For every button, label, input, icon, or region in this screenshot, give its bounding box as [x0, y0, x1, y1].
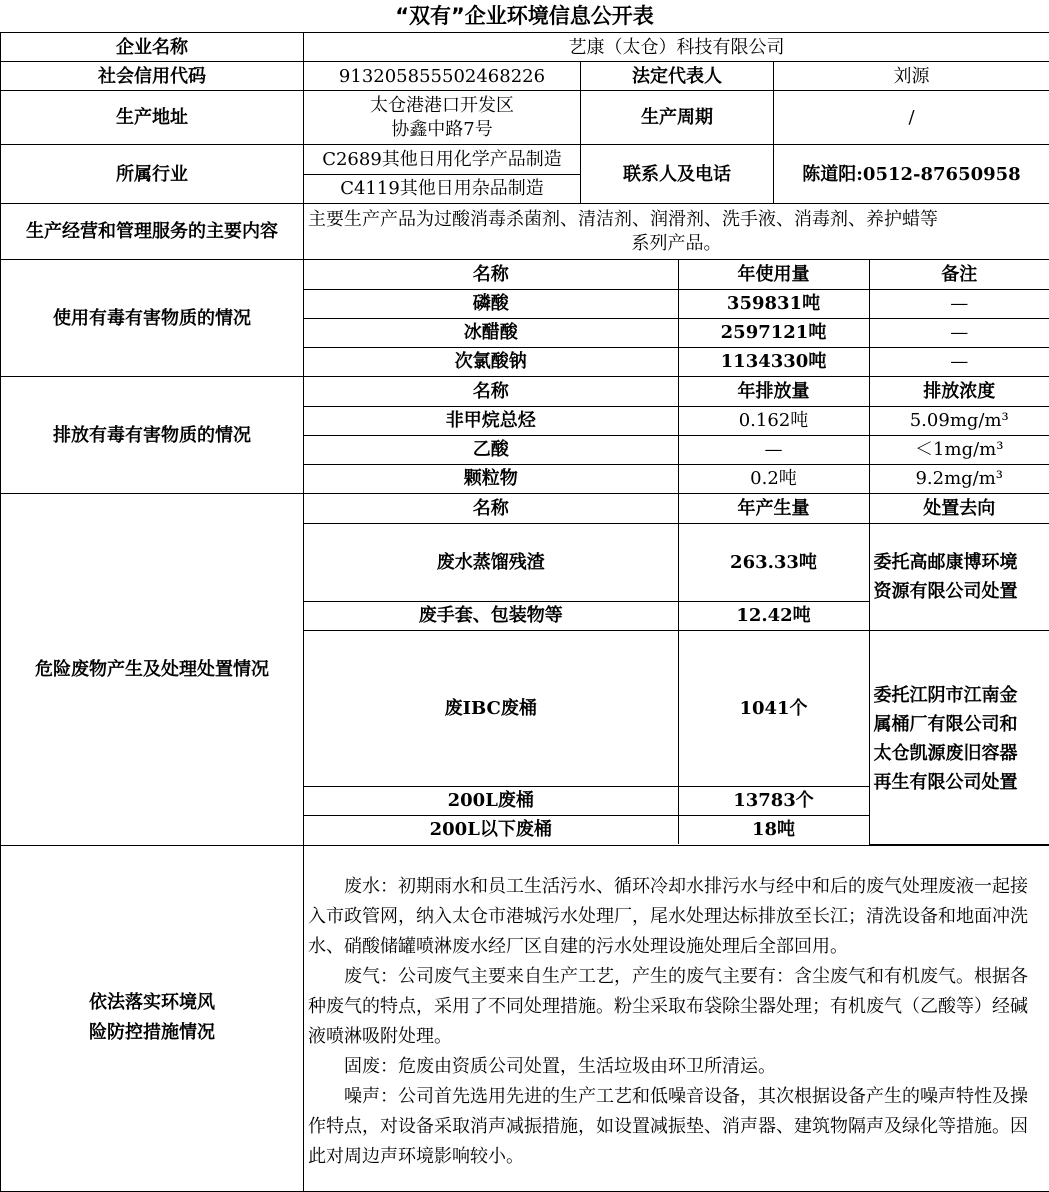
substance-amount: 2597121吨	[678, 318, 869, 347]
substance-name: 磷酸	[304, 289, 678, 318]
waste-amount: 263.33吨	[678, 523, 869, 601]
hazardous-waste-label: 危险废物产生及处理处置情况	[1, 494, 304, 846]
waste-name: 200L以下废桶	[304, 815, 678, 844]
emission-amount: 0.2吨	[678, 464, 869, 493]
emission-concentration: 5.09mg/m³	[869, 406, 1049, 435]
business-label: 生产经营和管理服务的主要内容	[1, 204, 304, 260]
table-row	[304, 523, 1049, 601]
risk-label-line: 依法落实环境风	[5, 988, 299, 1018]
industry-value	[304, 145, 581, 204]
measure-paragraph: 固废：危废由资质公司处置，生活垃圾由环卫所清运。	[308, 1052, 1045, 1082]
toxic-use-row	[1, 260, 1049, 377]
measure-paragraph: 废气：公司废气主要来自生产工艺，产生的废气主要有：含尘废气和有机废气。根据各种废气的特点，采用了不同处理措施。粉尘采取布袋除尘器处理；有机废气（乙酸等）经碱液喷淋吸附处理。	[308, 962, 1045, 1052]
credit-code-label: 社会信用代码	[1, 62, 304, 91]
address-row	[1, 91, 1049, 145]
risk-label	[1, 845, 304, 1191]
business-line-2: 系列产品。	[308, 232, 1045, 256]
credit-code-value: 913205855502468226	[304, 62, 581, 91]
risk-measures	[304, 845, 1049, 1191]
substance-amount: 1134330吨	[678, 347, 869, 376]
waste-name: 200L废桶	[304, 786, 678, 815]
column-header: 名称	[304, 377, 678, 406]
toxic-emission-row	[1, 377, 1049, 494]
address-label: 生产地址	[1, 91, 304, 145]
column-header: 备注	[869, 260, 1049, 289]
business-value	[304, 204, 1049, 260]
emission-concentration: ＜1mg/m³	[869, 435, 1049, 464]
table-row	[304, 406, 1049, 435]
column-header: 排放浓度	[869, 377, 1049, 406]
substance-name: 非甲烷总烃	[304, 406, 678, 435]
company-name-value: 艺康（太仓）科技有限公司	[304, 33, 1049, 62]
toxic-emission-label: 排放有毒有害物质的情况	[1, 377, 304, 494]
waste-amount: 12.42吨	[678, 601, 869, 630]
business-row	[1, 204, 1049, 260]
risk-row	[1, 845, 1049, 1191]
emission-concentration: 9.2mg/m³	[869, 464, 1049, 493]
substance-name: 次氯酸钠	[304, 347, 678, 376]
disposal-line: 委托江阴市江南金	[874, 681, 1046, 710]
company-name-row	[1, 33, 1049, 62]
substance-note: —	[869, 347, 1049, 376]
disposal-destination	[869, 630, 1049, 844]
toxic-use-table	[304, 260, 1049, 377]
waste-amount: 1041个	[678, 630, 869, 786]
industry-row	[1, 145, 1049, 204]
credit-row	[1, 62, 1049, 91]
hazardous-waste-row	[1, 494, 1049, 846]
waste-name: 废手套、包装物等	[304, 601, 678, 630]
measure-paragraph: 废水：初期雨水和员工生活污水、循环冷却水排污水与经中和后的废气处理废液一起接入市政管网，纳入太仓市港城污水处理厂，尾水处理达标排放至长江；清洗设备和地面冲洗水、硝酸储罐喷淋废水经厂区自建的污水处理设施处理后全部回用。	[308, 872, 1045, 962]
table-row	[304, 289, 1049, 318]
table-row	[304, 347, 1049, 376]
disposal-line: 委托高邮康博环境	[874, 548, 1046, 577]
column-header: 年产生量	[678, 494, 869, 523]
substance-name: 颗粒物	[304, 464, 678, 493]
table-row	[304, 435, 1049, 464]
disposal-line: 属桶厂有限公司和	[874, 710, 1046, 739]
page-title: “双有”企业环境信息公开表	[0, 0, 1049, 32]
industry-item: C4119其他日用杂品制造	[304, 174, 580, 203]
substance-name: 乙酸	[304, 435, 678, 464]
industry-label: 所属行业	[1, 145, 304, 204]
cycle-value: /	[774, 91, 1049, 145]
waste-amount: 18吨	[678, 815, 869, 844]
column-header: 名称	[304, 260, 678, 289]
waste-name: 废IBC废桶	[304, 630, 678, 786]
column-header: 年排放量	[678, 377, 869, 406]
table-row	[304, 464, 1049, 493]
address-value	[304, 91, 581, 145]
cycle-label: 生产周期	[581, 91, 774, 145]
disposal-line: 资源有限公司处置	[874, 577, 1046, 606]
substance-note: —	[869, 289, 1049, 318]
disposal-line: 再生有限公司处置	[874, 768, 1046, 797]
table-row	[304, 318, 1049, 347]
hazardous-waste-table	[304, 494, 1049, 846]
substance-name: 冰醋酸	[304, 318, 678, 347]
column-header: 年使用量	[678, 260, 869, 289]
substance-amount: 359831吨	[678, 289, 869, 318]
measure-paragraph: 噪声：公司首先选用先进的生产工艺和低噪音设备，其次根据设备产生的噪声特性及操作特点，对设备采取消声减振措施，如设置减振垫、消声器、建筑物隔声及绿化等措施。因此对周边声环境影响较小。	[308, 1082, 1045, 1172]
legal-rep-label: 法定代表人	[581, 62, 774, 91]
business-line-1: 主要生产产品为过酸消毒杀菌剂、清洁剂、润滑剂、洗手液、消毒剂、养护蜡等	[308, 208, 1045, 232]
disclosure-table	[0, 32, 1049, 1192]
contact-label: 联系人及电话	[581, 145, 774, 204]
company-name-label: 企业名称	[1, 33, 304, 62]
waste-amount: 13783个	[678, 786, 869, 815]
industry-item: C2689其他日用化学产品制造	[304, 145, 580, 174]
emission-amount: —	[678, 435, 869, 464]
address-line-2: 协鑫中路7号	[308, 118, 576, 142]
substance-note: —	[869, 318, 1049, 347]
risk-label-line: 险防控措施情况	[5, 1018, 299, 1048]
toxic-emission-table	[304, 377, 1049, 494]
column-header: 处置去向	[869, 494, 1049, 523]
emission-amount: 0.162吨	[678, 406, 869, 435]
waste-name: 废水蒸馏残渣	[304, 523, 678, 601]
disposal-line: 太仓凯源废旧容器	[874, 739, 1046, 768]
address-line-1: 太仓港港口开发区	[308, 94, 576, 118]
table-row	[304, 630, 1049, 786]
column-header: 名称	[304, 494, 678, 523]
toxic-use-label: 使用有毒有害物质的情况	[1, 260, 304, 377]
contact-value: 陈道阳:0512-87650958	[774, 145, 1049, 204]
disposal-destination	[869, 523, 1049, 630]
legal-rep-value: 刘源	[774, 62, 1049, 91]
